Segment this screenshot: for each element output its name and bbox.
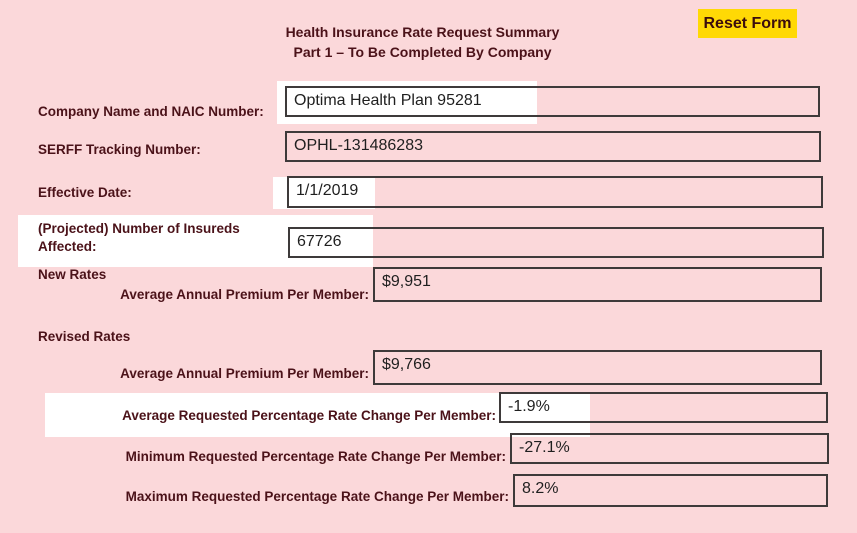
form-subtitle: Part 1 – To Be Completed By Company bbox=[293, 44, 552, 60]
company-name-field[interactable]: Optima Health Plan 95281 bbox=[285, 86, 820, 117]
serff-tracking-label: SERFF Tracking Number: bbox=[38, 142, 201, 157]
max-pct-change-label: Maximum Requested Percentage Rate Change Per Member: bbox=[125, 489, 509, 504]
avg-pct-change-field[interactable]: -1.9% bbox=[499, 392, 828, 423]
insureds-affected-label: (Projected) Number of Insureds Affected: bbox=[38, 221, 240, 254]
min-pct-change-label: Minimum Requested Percentage Rate Change Per Member: bbox=[125, 449, 506, 464]
avg-pct-change-label: Average Requested Percentage Rate Change Per Member: bbox=[122, 408, 496, 423]
revised-rates-heading: Revised Rates bbox=[38, 329, 131, 344]
max-pct-change-field[interactable]: 8.2% bbox=[513, 474, 828, 507]
new-avg-premium-field[interactable]: $9,951 bbox=[373, 267, 822, 302]
revised-avg-premium-label: Average Annual Premium Per Member: bbox=[120, 366, 369, 381]
revised-avg-premium-field[interactable]: $9,766 bbox=[373, 350, 822, 385]
insureds-affected-field[interactable]: 67726 bbox=[288, 227, 824, 258]
new-rates-heading: New Rates bbox=[38, 267, 107, 282]
new-avg-premium-label: Average Annual Premium Per Member: bbox=[120, 287, 369, 302]
serff-tracking-field[interactable]: OPHL-131486283 bbox=[285, 131, 821, 162]
company-name-label: Company Name and NAIC Number: bbox=[38, 104, 264, 119]
min-pct-change-field[interactable]: -27.1% bbox=[510, 433, 829, 464]
reset-form-button[interactable]: Reset Form bbox=[698, 9, 797, 38]
effective-date-label: Effective Date: bbox=[38, 185, 132, 200]
effective-date-field[interactable]: 1/1/2019 bbox=[287, 176, 823, 208]
form-title: Health Insurance Rate Request Summary bbox=[285, 24, 560, 40]
